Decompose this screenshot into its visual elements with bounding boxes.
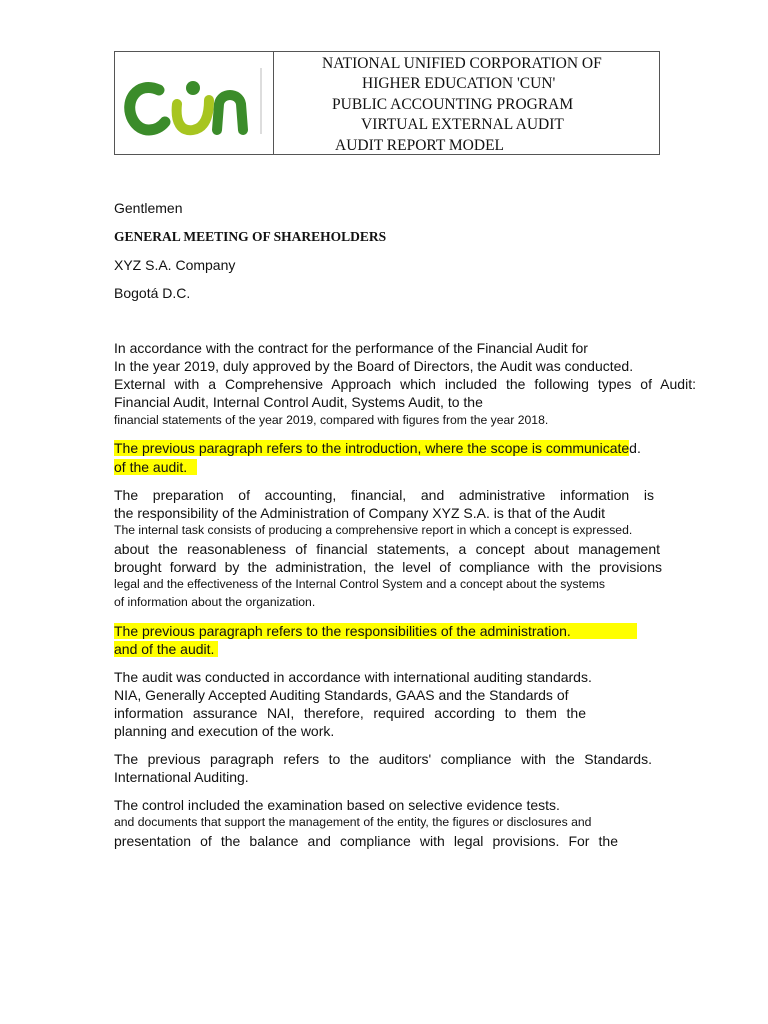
paragraph-line: International Auditing. — [114, 769, 249, 785]
highlight-text: The previous paragraph refers to the introduction, where the scope is communicate — [114, 440, 630, 456]
paragraph-line: In the year 2019, duly approved by the Board of Directors, the Audit was conducted. — [114, 358, 634, 374]
paragraph-line: and documents that support the management of the entity, the figures or disclosures and — [114, 815, 592, 829]
logo-cell — [115, 52, 274, 154]
paragraph-line: The previous paragraph refers to the auditors' compliance with the Standards. — [114, 751, 652, 767]
note-tail-text: d. — [629, 440, 641, 456]
header-title-line: VIRTUAL EXTERNAL AUDIT — [361, 116, 564, 133]
highlighted-note-line — [114, 459, 197, 475]
highlighted-note-line — [114, 623, 637, 639]
header-title-block — [274, 52, 659, 154]
paragraph-line: External with a Comprehensive Approach which included the following types of Audit: — [114, 376, 696, 392]
header-title-line: PUBLIC ACCOUNTING PROGRAM — [332, 96, 574, 113]
paragraph-line: In accordance with the contract for the performance of the Financial Audit for — [114, 340, 588, 356]
paragraph-line: about the reasonableness of financial statements, a concept about management — [114, 541, 660, 557]
company-name: XYZ S.A. Company — [114, 257, 236, 273]
greeting: Gentlemen — [114, 200, 183, 216]
paragraph-line: The audit was conducted in accordance with international auditing standards. — [114, 669, 592, 685]
paragraph-line: The control included the examination based on selective evidence tests. — [114, 797, 560, 813]
addressee: GENERAL MEETING OF SHAREHOLDERS — [114, 229, 387, 244]
paragraph-line: Financial Audit, Internal Control Audit, Systems Audit, to the — [114, 394, 483, 410]
paragraph-line: The preparation of accounting, financial, and administrative information is — [114, 487, 654, 503]
paragraph-line: of information about the organization. — [114, 595, 316, 609]
highlight-text: and of the audit. — [114, 641, 218, 657]
paragraph-line: planning and execution of the work. — [114, 723, 335, 739]
header-title-line: AUDIT REPORT MODEL — [335, 137, 505, 154]
paragraph-line: presentation of the balance and compliance with legal provisions. For the — [114, 833, 618, 849]
header-table — [114, 51, 660, 155]
paragraph-line: The internal task consists of producing a comprehensive report in which a concept is expressed. — [114, 523, 633, 537]
cun-logo — [115, 52, 273, 154]
highlighted-note-line — [114, 440, 641, 456]
highlight-text: The previous paragraph refers to the responsibilities of the administration. — [114, 623, 637, 639]
header-title-line: HIGHER EDUCATION 'CUN' — [362, 75, 556, 92]
paragraph-line: NIA, Generally Accepted Auditing Standards, GAAS and the Standards of — [114, 687, 569, 703]
paragraph-line: the responsibility of the Administration of Company XYZ S.A. is that of the Audit — [114, 505, 606, 521]
city: Bogotá D.C. — [114, 285, 191, 301]
paragraph-line: legal and the effectiveness of the Internal Control System and a concept about the systems — [114, 577, 605, 591]
highlighted-note-line — [114, 641, 218, 657]
paragraph-line: brought forward by the administration, the level of compliance with the provisions — [114, 559, 662, 575]
paragraph-line: information assurance NAI, therefore, required according to them the — [114, 705, 586, 721]
highlight-text: of the audit. — [114, 459, 197, 475]
paragraph-line: financial statements of the year 2019, compared with figures from the year 2018. — [114, 413, 549, 427]
header-title-line: NATIONAL UNIFIED CORPORATION OF — [322, 55, 602, 72]
